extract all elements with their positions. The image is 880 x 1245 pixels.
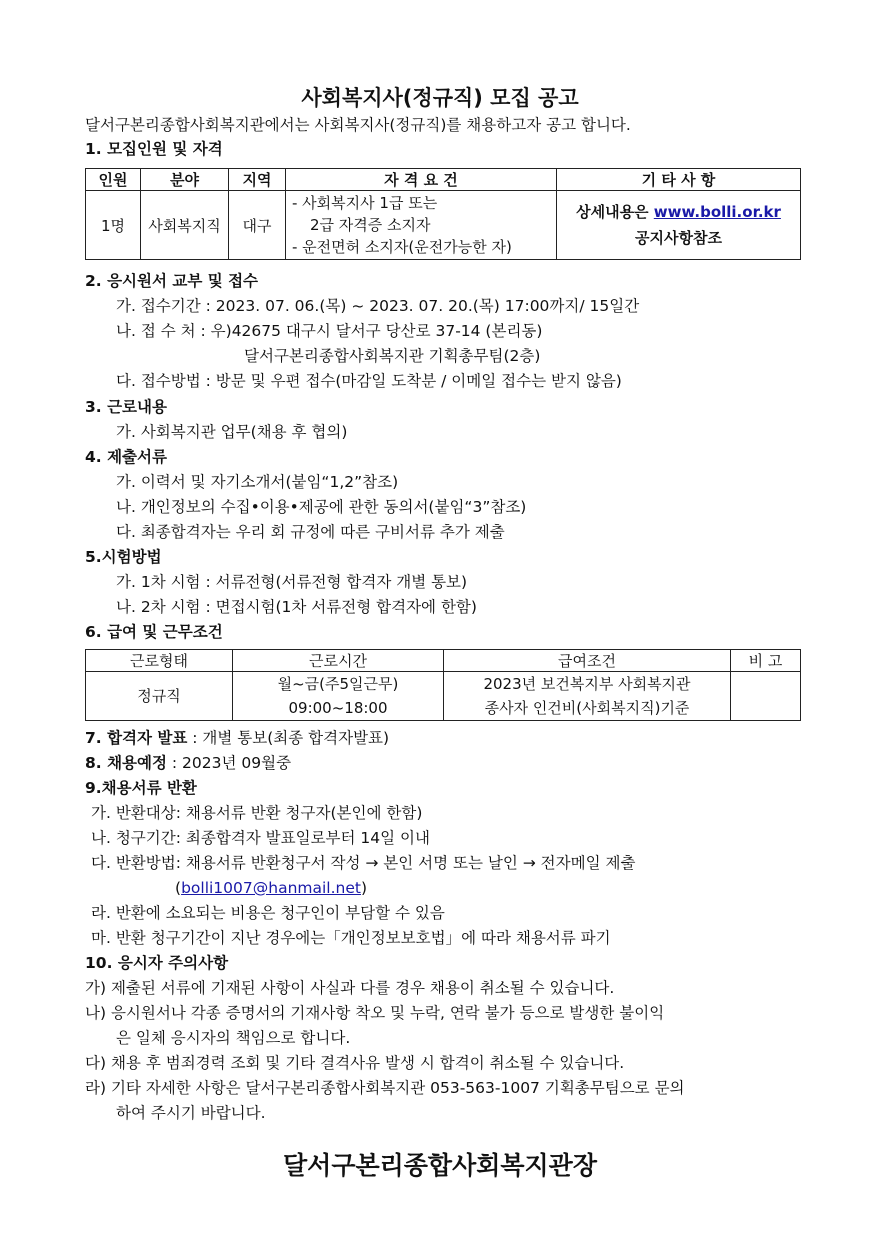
col-header-field: 분야 xyxy=(141,169,229,191)
s9-item-a: 가. 반환대상: 채용서류 반환 청구자(본인에 한함) xyxy=(91,804,423,822)
col-header-work-type: 근로형태 xyxy=(86,650,233,672)
s4-item-b: 나. 개인정보의 수집•이용•제공에 관한 동의서(붙임“3”참조) xyxy=(116,498,527,516)
cell-work-hours xyxy=(233,672,444,721)
section-8-text: : 2023년 09월중 xyxy=(166,754,292,772)
s10-item-a: 가) 제출된 서류에 기재된 사항이 사실과 다를 경우 채용이 취소될 수 있습니다. xyxy=(85,979,615,997)
s9-item-d: 라. 반환에 소요되는 비용은 청구인이 부담할 수 있음 xyxy=(91,904,445,922)
cell-requirements xyxy=(286,191,557,260)
s9-item-b: 나. 청구기간: 최종합격자 발표일로부터 14일 이내 xyxy=(91,829,430,847)
hours-line-2: 09:00~18:00 xyxy=(288,699,388,717)
section-9-heading: 9.채용서류 반환 xyxy=(85,779,197,797)
email-link[interactable]: bolli1007@hanmail.net xyxy=(181,879,361,897)
col-header-region: 지역 xyxy=(229,169,286,191)
s2-item-b: 나. 접 수 처 : 우)42675 대구시 달서구 당산로 37-14 (본리동) xyxy=(116,322,543,340)
s4-item-c: 다. 최종합격자는 우리 회 규정에 따른 구비서류 추가 제출 xyxy=(116,523,505,541)
table-header-row xyxy=(86,650,801,672)
col-header-note: 비 고 xyxy=(731,650,801,672)
s5-item-b: 나. 2차 시험 : 면접시험(1차 서류전형 합격자에 한함) xyxy=(116,598,477,616)
section-6-heading: 6. 급여 및 근무조건 xyxy=(85,623,223,641)
section-7-text: : 개별 통보(최종 합격자발표) xyxy=(187,729,390,747)
table-row xyxy=(86,191,801,260)
section-7-label: 7. 합격자 발표 xyxy=(85,729,188,747)
s2-item-a: 가. 접수기간 : 2023. 07. 06.(목) ~ 2023. 07. 20.(목) 17:00까지/ 15일간 xyxy=(116,297,640,315)
col-header-other: 기 타 사 항 xyxy=(557,169,801,191)
req-line-2: 2급 자격증 소지자 xyxy=(310,216,431,234)
s9-item-e: 마. 반환 청구기간이 지난 경우에는「개인정보보호법」에 따라 채용서류 파기 xyxy=(91,929,611,947)
s10-item-d-cont: 하여 주시기 바랍니다. xyxy=(116,1104,266,1122)
col-header-requirements: 자 격 요 건 xyxy=(286,169,557,191)
section-2-heading: 2. 응시원서 교부 및 접수 xyxy=(85,272,259,290)
other-line-1 xyxy=(557,199,800,225)
website-link[interactable]: www.bolli.or.kr xyxy=(653,203,781,221)
pay-line-2: 종사자 인건비(사회복지직)기준 xyxy=(484,699,690,717)
cell-region: 대구 xyxy=(229,191,286,260)
s5-item-a: 가. 1차 시험 : 서류전형(서류전형 합격자 개별 통보) xyxy=(116,573,468,591)
s2-item-b-cont: 달서구본리종합사회복지관 기획총무팀(2층) xyxy=(244,347,541,365)
section-3-heading: 3. 근로내용 xyxy=(85,398,167,416)
s9-email: (bolli1007@hanmail.net) xyxy=(175,879,368,897)
table-row xyxy=(86,672,801,721)
other-line-2: 공지사항참조 xyxy=(635,229,722,247)
page-title: 사회복지사(정규직) 모집 공고 xyxy=(301,86,579,110)
s2-item-c: 다. 접수방법 : 방문 및 우편 접수(마감일 도착분 / 이메일 접수는 받지 않음) xyxy=(116,372,622,390)
col-header-work-hours: 근로시간 xyxy=(233,650,444,672)
section-8-label: 8. 채용예정 xyxy=(85,754,167,772)
cell-other xyxy=(557,191,801,260)
req-line-1: - 사회복지사 1급 또는 xyxy=(292,194,438,212)
section-1-heading: 1. 모집인원 및 자격 xyxy=(85,140,223,158)
cell-count: 1명 xyxy=(86,191,141,260)
section-8 xyxy=(85,752,291,774)
s10-item-b: 나) 응시원서나 각종 증명서의 기재사항 착오 및 누락, 연락 불가 등으로 발생한 불이익 xyxy=(85,1004,665,1022)
hours-line-1: 월~금(주5일근무) xyxy=(277,675,399,693)
cell-field: 사회복지직 xyxy=(141,191,229,260)
cell-pay xyxy=(444,672,731,721)
s9-item-c: 다. 반환방법: 채용서류 반환청구서 작성 → 본인 서명 또는 날인 → 전자메일 제출 xyxy=(91,854,636,872)
other-prefix: 상세내용은 xyxy=(576,203,654,221)
pay-line-1: 2023년 보건복지부 사회복지관 xyxy=(483,675,691,693)
s10-item-d: 라) 기타 자세한 사항은 달서구본리종합사회복지관 053-563-1007 기획총무팀으로 문의 xyxy=(85,1079,685,1097)
cell-note xyxy=(731,672,801,721)
req-line-3: - 운전면허 소지자(운전가능한 자) xyxy=(292,238,512,256)
section-10-heading: 10. 응시자 주의사항 xyxy=(85,954,229,972)
signature-org: 달서구본리종합사회복지관장 xyxy=(283,1151,597,1180)
section-4-heading: 4. 제출서류 xyxy=(85,448,167,466)
s10-item-c: 다) 채용 후 범죄경력 조회 및 기타 결격사유 발생 시 합격이 취소될 수 있습니다. xyxy=(85,1054,625,1072)
cell-work-type: 정규직 xyxy=(86,672,233,721)
s3-item-a: 가. 사회복지관 업무(채용 후 협의) xyxy=(116,423,348,441)
section-5-heading: 5.시험방법 xyxy=(85,548,162,566)
qualification-table xyxy=(85,168,801,260)
s10-item-b-cont: 은 일체 응시자의 책임으로 합니다. xyxy=(116,1029,351,1047)
table-header-row xyxy=(86,169,801,191)
col-header-count: 인원 xyxy=(86,169,141,191)
section-7 xyxy=(85,727,389,749)
work-conditions-table xyxy=(85,649,801,721)
s4-item-a: 가. 이력서 및 자기소개서(붙임“1,2”참조) xyxy=(116,473,399,491)
intro-text: 달서구본리종합사회복지관에서는 사회복지사(정규직)를 채용하고자 공고 합니다. xyxy=(85,116,631,134)
col-header-pay: 급여조건 xyxy=(444,650,731,672)
